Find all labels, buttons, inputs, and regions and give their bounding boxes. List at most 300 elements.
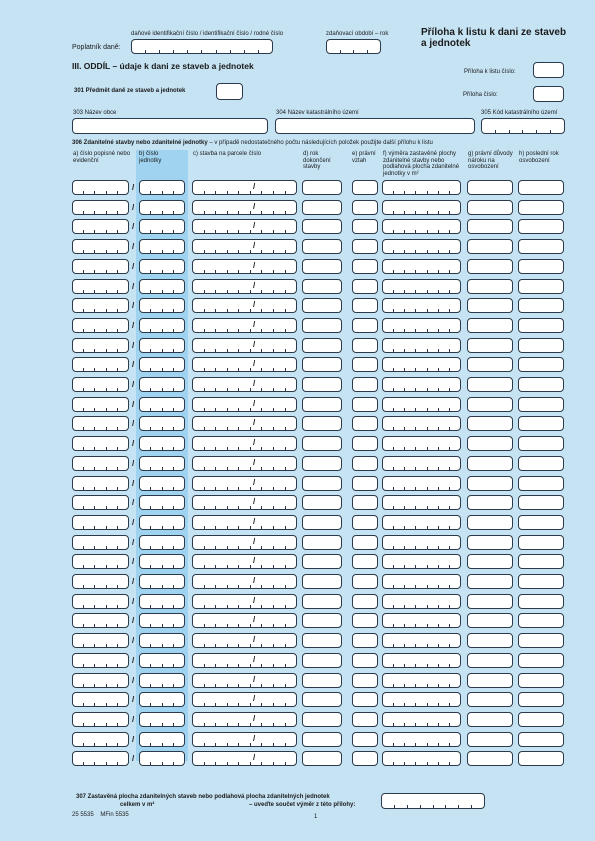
cell-a[interactable] xyxy=(72,338,129,353)
cell-a[interactable] xyxy=(72,180,129,195)
cell-d[interactable] xyxy=(302,456,342,471)
cell-e[interactable] xyxy=(352,436,378,451)
cell-c[interactable] xyxy=(192,397,297,412)
cell-d[interactable] xyxy=(302,219,342,234)
number-slash: / xyxy=(132,537,135,547)
cell-f[interactable] xyxy=(382,456,461,471)
cell-e[interactable] xyxy=(352,239,378,254)
cell-a[interactable] xyxy=(72,200,129,215)
cell-h[interactable] xyxy=(518,357,564,372)
cell-c[interactable] xyxy=(192,456,297,471)
cell-c[interactable] xyxy=(192,535,297,550)
field-304-input[interactable] xyxy=(275,118,475,134)
cell-g[interactable] xyxy=(467,338,513,353)
cell-d[interactable] xyxy=(302,554,342,569)
cell-d[interactable] xyxy=(302,338,342,353)
cell-d[interactable] xyxy=(302,515,342,530)
field-304-label: 304 Název katastrálního území xyxy=(276,110,359,116)
cell-b[interactable] xyxy=(139,219,185,234)
cell-h[interactable] xyxy=(518,574,564,589)
cell-b[interactable] xyxy=(139,633,185,648)
col-c-header: c) stavba na parcele číslo xyxy=(193,151,262,157)
cell-f[interactable] xyxy=(382,554,461,569)
col-e-header: e) právní vztah xyxy=(352,151,376,164)
parcel-slash: / xyxy=(253,319,256,329)
cell-a[interactable] xyxy=(72,692,129,707)
cell-d[interactable] xyxy=(302,436,342,451)
cell-f[interactable] xyxy=(382,239,461,254)
cell-e[interactable] xyxy=(352,692,378,707)
cell-b[interactable] xyxy=(139,279,185,294)
cell-h[interactable] xyxy=(518,180,564,195)
cell-g[interactable] xyxy=(467,535,513,550)
cell-h[interactable] xyxy=(518,535,564,550)
cell-h[interactable] xyxy=(518,515,564,530)
cell-h[interactable] xyxy=(518,279,564,294)
field-301-input[interactable] xyxy=(216,83,243,100)
cell-h[interactable] xyxy=(518,751,564,766)
cell-g[interactable] xyxy=(467,751,513,766)
cell-f[interactable] xyxy=(382,298,461,313)
cell-f[interactable] xyxy=(382,318,461,333)
cell-e[interactable] xyxy=(352,416,378,431)
cell-g[interactable] xyxy=(467,574,513,589)
cell-b[interactable] xyxy=(139,554,185,569)
cell-d[interactable] xyxy=(302,377,342,392)
cell-g[interactable] xyxy=(467,633,513,648)
cell-e[interactable] xyxy=(352,456,378,471)
cell-g[interactable] xyxy=(467,594,513,609)
cell-b[interactable] xyxy=(139,180,185,195)
cell-d[interactable] xyxy=(302,692,342,707)
number-slash: / xyxy=(132,439,135,449)
cell-d[interactable] xyxy=(302,732,342,747)
cell-b[interactable] xyxy=(139,377,185,392)
cell-e[interactable] xyxy=(352,298,378,313)
cell-e[interactable] xyxy=(352,515,378,530)
cell-f[interactable] xyxy=(382,732,461,747)
cell-h[interactable] xyxy=(518,476,564,491)
cell-g[interactable] xyxy=(467,476,513,491)
number-slash: / xyxy=(132,360,135,370)
cell-a[interactable] xyxy=(72,574,129,589)
cell-f[interactable] xyxy=(382,259,461,274)
cell-b[interactable] xyxy=(139,673,185,688)
cell-g[interactable] xyxy=(467,554,513,569)
period-year-field[interactable] xyxy=(326,39,381,54)
cell-f[interactable] xyxy=(382,279,461,294)
cell-b[interactable] xyxy=(139,653,185,668)
cell-b[interactable] xyxy=(139,357,185,372)
cell-a[interactable] xyxy=(72,535,129,550)
cell-h[interactable] xyxy=(518,456,564,471)
cell-a[interactable] xyxy=(72,357,129,372)
parcel-slash: / xyxy=(253,674,256,684)
cell-f[interactable] xyxy=(382,673,461,688)
cell-a[interactable] xyxy=(72,751,129,766)
cell-d[interactable] xyxy=(302,535,342,550)
cell-a[interactable] xyxy=(72,436,129,451)
annex-number-field[interactable] xyxy=(533,86,564,102)
cell-e[interactable] xyxy=(352,180,378,195)
cell-c[interactable] xyxy=(192,298,297,313)
cell-f[interactable] xyxy=(382,653,461,668)
cell-b[interactable] xyxy=(139,692,185,707)
cell-h[interactable] xyxy=(518,377,564,392)
col-h-header: h) poslední rok osvobození xyxy=(519,151,559,164)
cell-f[interactable] xyxy=(382,436,461,451)
cell-d[interactable] xyxy=(302,613,342,628)
cell-h[interactable] xyxy=(518,298,564,313)
number-slash: / xyxy=(132,222,135,232)
cell-g[interactable] xyxy=(467,318,513,333)
number-slash: / xyxy=(132,517,135,527)
cell-e[interactable] xyxy=(352,712,378,727)
cell-e[interactable] xyxy=(352,279,378,294)
cell-h[interactable] xyxy=(518,712,564,727)
field-303-label: 303 Název obce xyxy=(73,110,117,116)
cell-e[interactable] xyxy=(352,318,378,333)
cell-c[interactable] xyxy=(192,338,297,353)
cell-g[interactable] xyxy=(467,673,513,688)
field-307-label-line2a: celkem v m² xyxy=(120,802,155,808)
parcel-slash: / xyxy=(253,457,256,467)
cell-f[interactable] xyxy=(382,357,461,372)
cell-c[interactable] xyxy=(192,279,297,294)
cell-d[interactable] xyxy=(302,397,342,412)
cell-a[interactable] xyxy=(72,515,129,530)
cell-a[interactable] xyxy=(72,279,129,294)
taxpayer-id-field[interactable] xyxy=(131,39,273,54)
cell-f[interactable] xyxy=(382,574,461,589)
cell-e[interactable] xyxy=(352,200,378,215)
cell-h[interactable] xyxy=(518,554,564,569)
number-slash: / xyxy=(132,380,135,389)
cell-f[interactable] xyxy=(382,495,461,510)
cell-a[interactable] xyxy=(72,259,129,274)
parcel-slash: / xyxy=(253,635,256,645)
cell-h[interactable] xyxy=(518,397,564,412)
cell-b[interactable] xyxy=(139,476,185,491)
cell-a[interactable] xyxy=(72,298,129,313)
cell-a[interactable] xyxy=(72,712,129,727)
cell-f[interactable] xyxy=(382,180,461,195)
cell-d[interactable] xyxy=(302,673,342,688)
cell-g[interactable] xyxy=(467,239,513,254)
cell-c[interactable] xyxy=(192,574,297,589)
cell-b[interactable] xyxy=(139,732,185,747)
cell-e[interactable] xyxy=(352,338,378,353)
cell-a[interactable] xyxy=(72,416,129,431)
taxpayer-label: Poplatník daně: xyxy=(72,44,121,51)
cell-h[interactable] xyxy=(518,653,564,668)
parcel-slash: / xyxy=(253,359,256,369)
number-slash: / xyxy=(132,695,135,705)
cell-c[interactable] xyxy=(192,495,297,510)
cell-d[interactable] xyxy=(302,633,342,648)
cell-e[interactable] xyxy=(352,495,378,510)
cell-e[interactable] xyxy=(352,751,378,766)
cell-e[interactable] xyxy=(352,357,378,372)
parcel-slash: / xyxy=(253,260,256,270)
cell-a[interactable] xyxy=(72,318,129,333)
cell-c[interactable] xyxy=(192,259,297,274)
parcel-slash: / xyxy=(253,536,256,546)
cell-e[interactable] xyxy=(352,594,378,609)
cell-b[interactable] xyxy=(139,239,185,254)
cell-b[interactable] xyxy=(139,318,185,333)
parcel-slash: / xyxy=(253,182,256,191)
list-number-field[interactable] xyxy=(533,62,564,78)
cell-h[interactable] xyxy=(518,495,564,510)
cell-d[interactable] xyxy=(302,416,342,431)
cell-f[interactable] xyxy=(382,338,461,353)
cell-d[interactable] xyxy=(302,357,342,372)
cell-g[interactable] xyxy=(467,416,513,431)
cell-f[interactable] xyxy=(382,476,461,491)
cell-g[interactable] xyxy=(467,180,513,195)
cell-e[interactable] xyxy=(352,476,378,491)
cell-a[interactable] xyxy=(72,732,129,747)
cell-c[interactable] xyxy=(192,732,297,747)
parcel-slash: / xyxy=(253,418,256,428)
cell-g[interactable] xyxy=(467,298,513,313)
parcel-slash: / xyxy=(253,300,256,310)
cell-g[interactable] xyxy=(467,712,513,727)
cell-a[interactable] xyxy=(72,397,129,412)
cell-e[interactable] xyxy=(352,633,378,648)
cell-f[interactable] xyxy=(382,377,461,392)
cell-d[interactable] xyxy=(302,200,342,215)
period-label: zdaňovací období – rok xyxy=(326,31,389,37)
cell-b[interactable] xyxy=(139,456,185,471)
list-number-label: Příloha k listu číslo: xyxy=(464,69,516,75)
cell-a[interactable] xyxy=(72,653,129,668)
cell-a[interactable] xyxy=(72,476,129,491)
cell-h[interactable] xyxy=(518,613,564,628)
cell-d[interactable] xyxy=(302,239,342,254)
number-slash: / xyxy=(132,320,135,330)
cell-c[interactable] xyxy=(192,633,297,648)
cell-g[interactable] xyxy=(467,279,513,294)
cell-f[interactable] xyxy=(382,397,461,412)
cell-b[interactable] xyxy=(139,495,185,510)
cell-c[interactable] xyxy=(192,515,297,530)
section-title: III. ODDÍL – údaje k dani ze staveb a jednotek xyxy=(72,61,254,71)
cell-e[interactable] xyxy=(352,732,378,747)
cell-g[interactable] xyxy=(467,515,513,530)
number-slash: / xyxy=(132,183,135,192)
cell-a[interactable] xyxy=(72,219,129,234)
cell-h[interactable] xyxy=(518,416,564,431)
col-f-header: f) výměra zastavěné plochy zdanitelné stavby nebo podlahová plocha zdanitelné jednotky v m² xyxy=(383,151,460,177)
field-307-input[interactable] xyxy=(381,793,485,809)
cell-b[interactable] xyxy=(139,574,185,589)
id-label: daňové identifikační číslo / identifikační číslo / rodné číslo xyxy=(131,31,284,37)
cell-d[interactable] xyxy=(302,495,342,510)
parcel-slash: / xyxy=(253,221,256,231)
cell-g[interactable] xyxy=(467,653,513,668)
cell-e[interactable] xyxy=(352,219,378,234)
cell-e[interactable] xyxy=(352,554,378,569)
field-305-input[interactable] xyxy=(481,118,565,134)
cell-c[interactable] xyxy=(192,239,297,254)
cell-f[interactable] xyxy=(382,200,461,215)
cell-c[interactable] xyxy=(192,692,297,707)
cell-c[interactable] xyxy=(192,594,297,609)
number-slash: / xyxy=(132,419,135,429)
cell-d[interactable] xyxy=(302,712,342,727)
cell-g[interactable] xyxy=(467,613,513,628)
cell-c[interactable] xyxy=(192,554,297,569)
cell-a[interactable] xyxy=(72,377,129,392)
cell-h[interactable] xyxy=(518,436,564,451)
cell-f[interactable] xyxy=(382,594,461,609)
cell-c[interactable] xyxy=(192,377,297,392)
cell-h[interactable] xyxy=(518,318,564,333)
cell-f[interactable] xyxy=(382,535,461,550)
cell-f[interactable] xyxy=(382,633,461,648)
cell-c[interactable] xyxy=(192,476,297,491)
cell-e[interactable] xyxy=(352,653,378,668)
cell-a[interactable] xyxy=(72,554,129,569)
cell-h[interactable] xyxy=(518,673,564,688)
field-301-label: 301 Předmět daně ze staveb a jednotek xyxy=(74,88,186,94)
cell-a[interactable] xyxy=(72,633,129,648)
cell-b[interactable] xyxy=(139,338,185,353)
cell-a[interactable] xyxy=(72,613,129,628)
number-slash: / xyxy=(132,636,135,646)
cell-d[interactable] xyxy=(302,653,342,668)
cell-g[interactable] xyxy=(467,357,513,372)
cell-h[interactable] xyxy=(518,338,564,353)
cell-g[interactable] xyxy=(467,732,513,747)
cell-d[interactable] xyxy=(302,180,342,195)
cell-e[interactable] xyxy=(352,397,378,412)
cell-h[interactable] xyxy=(518,259,564,274)
parcel-slash: / xyxy=(253,438,256,448)
cell-g[interactable] xyxy=(467,259,513,274)
form-code: 25 5535 MFin 5535 xyxy=(72,812,129,818)
cell-e[interactable] xyxy=(352,377,378,392)
cell-a[interactable] xyxy=(72,456,129,471)
col-b-header: b) číslo jednotky xyxy=(139,151,162,164)
field-307-label-line1: 307 Zastavěná plocha zdanitelných staveb nebo podlahová plocha zdanitelných jednotek xyxy=(76,794,330,800)
parcel-slash: / xyxy=(253,339,256,349)
cell-d[interactable] xyxy=(302,476,342,491)
number-slash: / xyxy=(132,734,135,744)
cell-a[interactable] xyxy=(72,594,129,609)
cell-h[interactable] xyxy=(518,219,564,234)
cell-b[interactable] xyxy=(139,594,185,609)
cell-a[interactable] xyxy=(72,673,129,688)
cell-c[interactable] xyxy=(192,673,297,688)
cell-h[interactable] xyxy=(518,732,564,747)
cell-f[interactable] xyxy=(382,613,461,628)
number-slash: / xyxy=(132,301,135,311)
cell-f[interactable] xyxy=(382,692,461,707)
cell-d[interactable] xyxy=(302,751,342,766)
cell-b[interactable] xyxy=(139,436,185,451)
cell-b[interactable] xyxy=(139,515,185,530)
parcel-slash: / xyxy=(253,753,256,763)
cell-c[interactable] xyxy=(192,751,297,766)
cell-g[interactable] xyxy=(467,200,513,215)
cell-g[interactable] xyxy=(467,397,513,412)
cell-b[interactable] xyxy=(139,751,185,766)
cell-a[interactable] xyxy=(72,495,129,510)
cell-h[interactable] xyxy=(518,200,564,215)
cell-d[interactable] xyxy=(302,298,342,313)
cell-c[interactable] xyxy=(192,613,297,628)
cell-c[interactable] xyxy=(192,180,297,195)
cell-g[interactable] xyxy=(467,377,513,392)
cell-c[interactable] xyxy=(192,653,297,668)
parcel-slash: / xyxy=(253,280,256,290)
field-303-input[interactable] xyxy=(72,118,268,134)
cell-c[interactable] xyxy=(192,416,297,431)
cell-c[interactable] xyxy=(192,357,297,372)
cell-c[interactable] xyxy=(192,219,297,234)
number-slash: / xyxy=(132,478,135,488)
cell-h[interactable] xyxy=(518,594,564,609)
cell-c[interactable] xyxy=(192,318,297,333)
cell-e[interactable] xyxy=(352,613,378,628)
parcel-slash: / xyxy=(253,497,256,507)
cell-d[interactable] xyxy=(302,574,342,589)
number-slash: / xyxy=(132,498,135,508)
cell-e[interactable] xyxy=(352,259,378,274)
cell-f[interactable] xyxy=(382,515,461,530)
cell-h[interactable] xyxy=(518,239,564,254)
cell-h[interactable] xyxy=(518,633,564,648)
cell-b[interactable] xyxy=(139,416,185,431)
cell-b[interactable] xyxy=(139,298,185,313)
number-slash: / xyxy=(132,458,135,468)
cell-e[interactable] xyxy=(352,574,378,589)
cell-b[interactable] xyxy=(139,200,185,215)
cell-e[interactable] xyxy=(352,535,378,550)
cell-b[interactable] xyxy=(139,712,185,727)
cell-b[interactable] xyxy=(139,259,185,274)
cell-b[interactable] xyxy=(139,613,185,628)
cell-f[interactable] xyxy=(382,751,461,766)
cell-d[interactable] xyxy=(302,259,342,274)
cell-d[interactable] xyxy=(302,594,342,609)
cell-c[interactable] xyxy=(192,200,297,215)
cell-b[interactable] xyxy=(139,397,185,412)
cell-c[interactable] xyxy=(192,436,297,451)
cell-g[interactable] xyxy=(467,692,513,707)
cell-g[interactable] xyxy=(467,219,513,234)
cell-f[interactable] xyxy=(382,712,461,727)
cell-h[interactable] xyxy=(518,692,564,707)
cell-f[interactable] xyxy=(382,416,461,431)
parcel-slash: / xyxy=(253,398,256,408)
cell-d[interactable] xyxy=(302,279,342,294)
cell-b[interactable] xyxy=(139,535,185,550)
cell-a[interactable] xyxy=(72,239,129,254)
parcel-slash: / xyxy=(253,516,256,526)
cell-g[interactable] xyxy=(467,456,513,471)
cell-c[interactable] xyxy=(192,712,297,727)
cell-g[interactable] xyxy=(467,436,513,451)
cell-g[interactable] xyxy=(467,495,513,510)
cell-d[interactable] xyxy=(302,318,342,333)
cell-f[interactable] xyxy=(382,219,461,234)
table-heading: 306 Zdanitelné stavby nebo zdanitelné jednotky – v případě nedostatečného počtu následujících položek použijte další přílohu k listu xyxy=(72,140,433,146)
cell-e[interactable] xyxy=(352,673,378,688)
